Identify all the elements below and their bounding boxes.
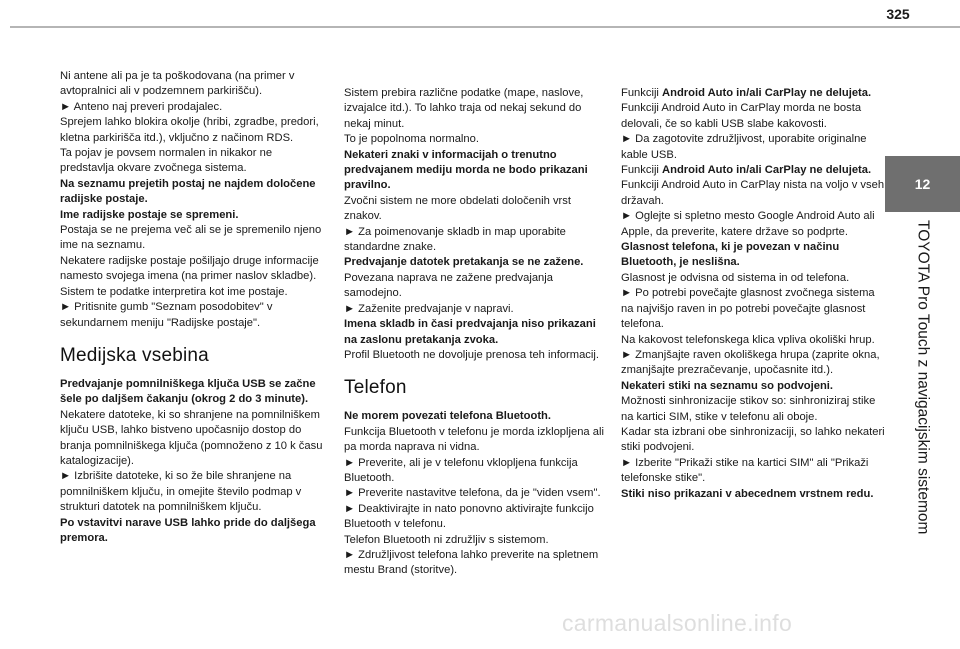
paragraph: Sprejem lahko blokira okolje (hribi, zgradbe, predori, kletna parkirišča itd.), vključno z načinom RDS. <box>60 116 319 144</box>
paragraph: Postaja se ne prejema več ali se je spremenilo njeno ime na seznamu. <box>60 224 322 252</box>
header-divider <box>10 26 960 28</box>
section-heading: Medijska vsebina <box>60 344 209 366</box>
paragraph: Sistem prebira različne podatke (mape, naslove, izvajalce itd.). To lahko traja od nekaj sekund do nekaj minut. <box>344 87 584 130</box>
issue-heading: Na seznamu prejetih postaj ne najdem določene radijske postaje. <box>60 177 316 206</box>
paragraph: ► Združljivost telefona lahko preverite na spletnem mestu Brand (storitve). <box>344 548 599 577</box>
chapter-number: 12 <box>914 176 931 192</box>
issue-heading: Po vstavitvi narave USB lahko pride do daljšega premora. <box>60 516 316 544</box>
paragraph: Telefon Bluetooth ni združljiv s sistemom. <box>344 533 549 546</box>
chapter-title: TOYOTA Pro Touch z navigacijskim sistemom <box>914 220 932 535</box>
paragraph: Nekatere datoteke, ki so shranjene na pomnilniškem ključu USB, lahko bistveno upočasnijo dostop do branja pomnilniškega ključa (pomnoženo z 10 k času katalogizacije). <box>60 408 323 467</box>
section-heading: Telefon <box>344 377 407 399</box>
paragraph: ► Oglejte si spletno mesto Google Android Auto ali Apple, da preverite, katere države so podprte. <box>621 210 875 238</box>
paragraph: ► Za poimenovanje skladb in map uporabite standardne znake. <box>344 225 566 254</box>
text-column-2 <box>344 86 608 579</box>
paragraph: Profil Bluetooth ne dovoljuje prenosa teh informacij. <box>344 348 599 361</box>
paragraph: ► Preverite, ali je v telefonu vklopljena funkcija Bluetooth. <box>344 456 578 484</box>
paragraph: Možnosti sinhronizacije stikov so: sinhroniziraj stike na kartici SIM, stike v telefonu ali oboje. <box>621 395 876 423</box>
issue-heading: Ime radijske postaje se spremeni. <box>60 208 239 221</box>
paragraph: ► Izberite "Prikaži stike na kartici SIM" ali "Prikaži telefonske stike". <box>621 456 869 485</box>
paragraph: ► Deaktivirajte in nato ponovno aktivirajte funkcijo Bluetooth v telefonu. <box>344 502 594 531</box>
paragraph: Nekatere radijske postaje pošiljajo druge informacije namesto svojega imena (na primer naslov skladbe). <box>60 254 319 283</box>
side-title-area <box>885 212 960 612</box>
page-number: 325 <box>886 6 910 22</box>
issue-heading <box>621 86 885 101</box>
issue-heading: Imena skladb in časi predvajanja niso prikazani na zaslonu pretakanja zvoka. <box>344 318 596 346</box>
paragraph: To je popolnoma normalno. <box>344 133 479 146</box>
issue-heading: Glasnost telefona, ki je povezan v načinu Bluetooth, je neslišna. <box>621 241 840 269</box>
paragraph: Ni antene ali pa je ta poškodovana (na primer v avtopralnici ali v podzemnem parkirišču). <box>60 70 295 98</box>
issue-heading-bold: Android Auto in/ali CarPlay ne delujeta. <box>662 87 872 99</box>
issue-heading: Nekateri znaki v informacijah o trenutno predvajanem mediju morda ne bodo prikazani pravilno. <box>344 148 588 192</box>
watermark: carmanualsonline.info <box>562 610 793 636</box>
paragraph: ► Da zagotovite združljivost, uporabite originalne kable USB. <box>621 133 867 161</box>
text-column-3 <box>621 86 885 502</box>
issue-heading-prefix: Funkciji <box>621 164 663 177</box>
issue-heading: Stiki niso prikazani v abecednem vrstnem redu. <box>621 487 874 500</box>
paragraph: ► Anteno naj preveri prodajalec. <box>60 100 223 113</box>
paragraph: ► Po potrebi povečajte glasnost zvočnega sistema na najvišjo raven in po potrebi povečajte glasnost telefona. <box>621 287 875 331</box>
paragraph: Funkcija Bluetooth v telefonu je morda izklopljena ali pa morda naprava ni vidna. <box>344 425 604 454</box>
paragraph: ► Preverite nastavitve telefona, da je "viden vsem". <box>344 487 601 500</box>
paragraph: Glasnost je odvisna od sistema in od telefona. <box>621 271 850 284</box>
issue-heading: Ne morem povezati telefona Bluetooth. <box>344 410 551 423</box>
paragraph: Kadar sta izbrani obe sinhronizaciji, so lahko nekateri stiki podvojeni. <box>621 425 885 454</box>
paragraph: Funkciji Android Auto in CarPlay nista na voljo v vseh državah. <box>621 179 885 207</box>
issue-heading: Predvajanje pomnilniškega ključa USB se začne šele po daljšem čakanju (okrog 2 do 3 minute). <box>60 377 316 406</box>
paragraph: ► Pritisnite gumb "Seznam posodobitev" v sekundarnem meniju "Radijske postaje". <box>60 301 273 329</box>
issue-heading-bold: Android Auto in/ali CarPlay ne delujeta. <box>662 164 872 177</box>
chapter-tab <box>885 156 960 212</box>
paragraph: ► Zmanjšajte raven okoliškega hrupa (zaprite okna, zmanjšajte prezračevanje, upočasnite itd.). <box>621 348 880 377</box>
issue-heading: Nekateri stiki na seznamu so podvojeni. <box>621 379 834 392</box>
paragraph: Povezana naprava ne zažene predvajanja samodejno. <box>344 271 553 300</box>
paragraph: Zvočni sistem ne more obdelati določenih vrst znakov. <box>344 194 571 223</box>
paragraph: Sistem te podatke interpretira kot ime postaje. <box>60 285 288 298</box>
issue-heading: Predvajanje datotek pretakanja se ne zažene. <box>344 256 584 269</box>
text-column-1 <box>60 69 324 546</box>
paragraph: Funkciji Android Auto in CarPlay morda ne bosta delovali, če so kabli USB slabe kakovosti. <box>621 102 862 130</box>
paragraph: Ta pojav je povsem normalen in nikakor ne predstavlja okvare zvočnega sistema. <box>60 147 273 175</box>
issue-heading <box>621 163 885 178</box>
paragraph: Na kakovost telefonskega klica vpliva okoliški hrup. <box>621 333 875 346</box>
issue-heading-prefix: Funkciji <box>621 87 663 99</box>
paragraph: ► Zaženite predvajanje v napravi. <box>344 302 514 315</box>
paragraph: ► Izbrišite datoteke, ki so že bile shranjene na pomnilniškem ključu, in omejite število podmap v strukturi datotek na pomnilniškem ključu. <box>60 470 302 514</box>
